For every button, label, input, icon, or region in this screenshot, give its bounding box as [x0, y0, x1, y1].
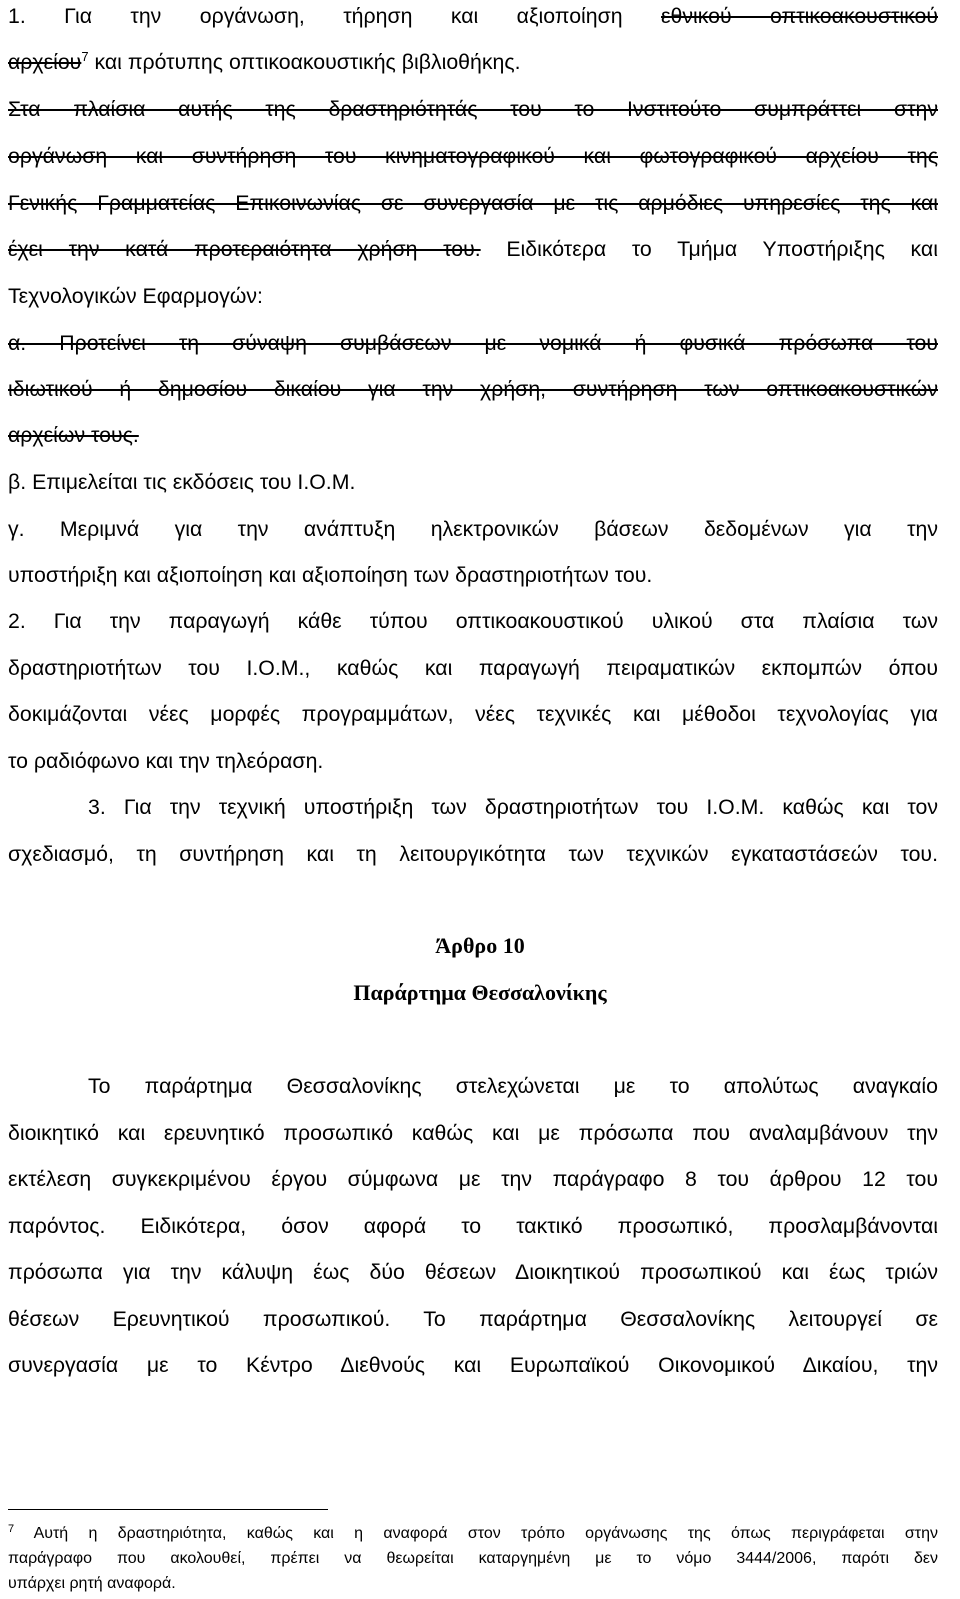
footnote-number: 7: [8, 1523, 15, 1535]
paragraph-2-line-4: το ραδιόφωνο και την τηλεόραση.: [8, 749, 324, 773]
paragraph-3-line-2: σχεδιασμό, τη συντήρηση και τη λειτουργικότητα των τεχνικών εγκαταστάσεών του.: [8, 842, 938, 866]
item-c-line-1: γ. Μεριμνά για την ανάπτυξη ηλεκτρονικών βάσεων δεδομένων για την: [8, 517, 938, 541]
footnote-line-3: υπάρχει ρητή αναφορά.: [8, 1575, 176, 1592]
article-line-2: διοικητικό και ερευνητικό προσωπικό καθώς και με πρόσωπα που αναλαμβάνουν την: [8, 1121, 938, 1145]
article-number: Άρθρο 10: [435, 933, 525, 958]
footnote-separator: [8, 1509, 328, 1510]
struck-text: εθνικού οπτικοακουστικού: [661, 4, 938, 28]
paragraph-2-line-2: δραστηριοτήτων του Ι.Ο.Μ., καθώς και παραγωγή πειραματικών εκπομπών όπου: [8, 656, 938, 680]
struck-line-3: Γενικής Γραμματείας Επικοινωνίας σε συνεργασία με τις αρμόδιες υπηρεσίες της και: [8, 191, 938, 215]
paragraph-1-line-1: [8, 2, 938, 30]
text: Ειδικότερα το Τμήμα Υποστήριξης και: [480, 237, 938, 261]
paragraph-2-line-3: δοκιμάζονται νέες μορφές προγραμμάτων, νέες τεχνικές και μέθοδοι τεχνολογίας για: [8, 702, 938, 726]
item-c-line-2: υποστήριξη και αξιοποίηση και αξιοποίηση των δραστηριοτήτων του.: [8, 563, 653, 587]
item-a-line-3: αρχείων τους.: [8, 423, 139, 447]
text: Αυτή η δραστηριότητα, καθώς και η αναφορά στον τρόπο οργάνωσης της όπως περιγράφεται στην: [14, 1525, 938, 1542]
article-line-1: Το παράρτημα Θεσσαλονίκης στελεχώνεται με το απολύτως αναγκαίο: [88, 1074, 938, 1098]
section-intro-line: Τεχνολογικών Εφαρμογών:: [8, 284, 263, 308]
footnote-line-2: παράγραφο που ακολουθεί, πρέπει να θεωρείται καταργημένη με το νόμο 3444/2006, παρότι δεν: [8, 1550, 938, 1567]
article-line-3: εκτέλεση συγκεκριμένου έργου σύμφωνα με την παράγραφο 8 του άρθρου 12 του: [8, 1167, 938, 1191]
struck-line-2: οργάνωση και συντήρηση του κινηματογραφικού και φωτογραφικού αρχείου της: [8, 144, 938, 168]
item-a-line-1: α. Προτείνει τη σύναψη συμβάσεων με νομικά ή φυσικά πρόσωπα του: [8, 331, 938, 355]
struck-text: αρχείου: [8, 50, 82, 74]
item-b-line: β. Επιμελείται τις εκδόσεις του Ι.Ο.Μ.: [8, 470, 356, 494]
footnote-ref[interactable]: 7: [81, 49, 89, 64]
article-line-6: θέσεων Ερευνητικού προσωπικού. Το παράρτημα Θεσσαλονίκης λειτουργεί σε: [8, 1307, 938, 1331]
article-title: Παράρτημα Θεσσαλονίκης: [353, 980, 607, 1005]
text: και πρότυπης οπτικοακουστικής βιβλιοθήκης.: [88, 50, 521, 74]
struck-line-4: [8, 235, 938, 263]
item-a-line-2: ιδιωτικού ή δημοσίου δικαίου για την χρήση, συντήρηση των οπτικοακουστικών: [8, 377, 938, 401]
paragraph-1-line-2: [8, 48, 938, 76]
struck-text: έχει την κατά προτεραιότητα χρήση του.: [8, 237, 481, 261]
text: 1. Για την οργάνωση, τήρηση και αξιοποίηση: [8, 4, 662, 28]
article-line-4: παρόντος. Ειδικότερα, όσον αφορά το τακτικό προσωπικό, προσλαμβάνονται: [8, 1214, 938, 1238]
article-line-7: συνεργασία με το Κέντρο Διεθνούς και Ευρωπαϊκού Οικονομικού Δικαίου, την: [8, 1353, 938, 1377]
footnote-line-1: [8, 1523, 938, 1545]
struck-line-1: Στα πλαίσια αυτής της δραστηριότητάς του το Ινστιτούτο συμπράττει στην: [8, 97, 938, 121]
article-line-5: πρόσωπα για την κάλυψη έως δύο θέσεων Διοικητικού προσωπικού και έως τριών: [8, 1260, 938, 1284]
paragraph-2-line-1: 2. Για την παραγωγή κάθε τύπου οπτικοακουστικού υλικού στα πλαίσια των: [8, 609, 938, 633]
paragraph-3-line-1: 3. Για την τεχνική υποστήριξη των δραστηριοτήτων του Ι.Ο.Μ. καθώς και τον: [88, 795, 938, 819]
